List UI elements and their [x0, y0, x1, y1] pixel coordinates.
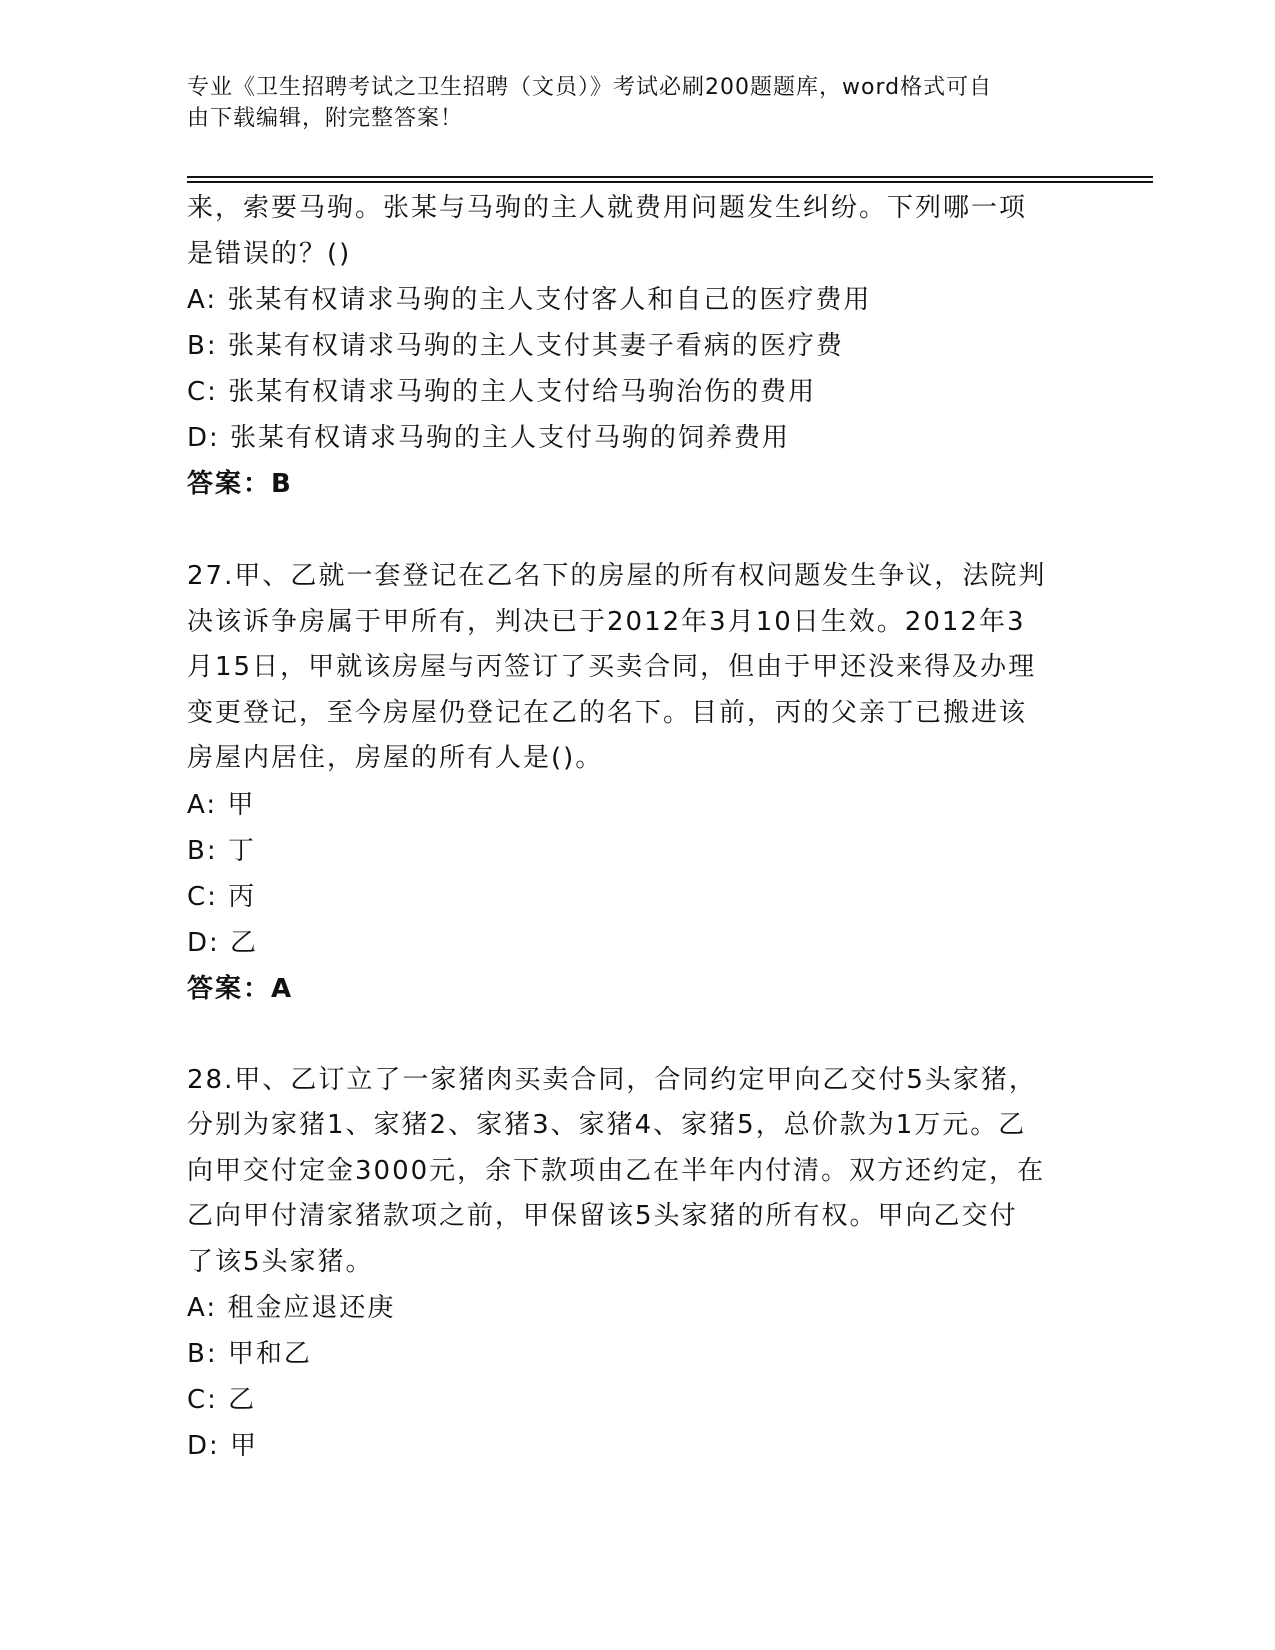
- option-c: C: 张某有权请求马驹的主人支付给马驹治伤的费用: [187, 377, 817, 407]
- option-c: C: 丙: [187, 881, 257, 912]
- header-divider-top: [187, 176, 1153, 178]
- question-content: [187, 186, 1087, 1469]
- question-stem-line: 是错误的？(): [187, 238, 352, 269]
- question-stem-line: 来，索要马驹。张某与马驹的主人就费用问题发生纠纷。下列哪一项: [187, 193, 1028, 223]
- header-line-1: 专业《卫生招聘考试之卫生招聘（文员）》考试必刷200题题库，word格式可自: [187, 75, 993, 100]
- header-divider-bottom: [187, 181, 1153, 183]
- option-d: D: 乙: [187, 927, 259, 958]
- option-b: B: 甲和乙: [187, 1339, 312, 1369]
- question-stem-line: 28.甲、乙订立了一家猪肉买卖合同，合同约定甲向乙交付5头家猪，: [187, 1064, 1037, 1095]
- header-line-2: 由下载编辑，附完整答案！: [187, 106, 464, 131]
- question-stem-line: 房屋内居住，房屋的所有人是()。: [187, 743, 604, 773]
- question-27: [187, 554, 1087, 1012]
- option-b: B: 张某有权请求马驹的主人支付其妻子看病的医疗费: [187, 331, 844, 361]
- option-d: D: 张某有权请求马驹的主人支付马驹的饲养费用: [187, 423, 791, 453]
- question-stem-line: 乙向甲付清家猪款项之前，甲保留该5头家猪的所有权。甲向乙交付: [187, 1201, 1018, 1231]
- question-stem-line: 月15日，甲就该房屋与丙签订了买卖合同，但由于甲还没来得及办理: [187, 652, 1037, 682]
- question-stem-line: 分别为家猪1、家猪2、家猪3、家猪4、家猪5，总价款为1万元。乙: [187, 1110, 1027, 1140]
- option-c: C: 乙: [187, 1385, 257, 1415]
- question-stem-line: 变更登记，至今房屋仍登记在乙的名下。目前，丙的父亲丁已搬进该: [187, 697, 1028, 728]
- option-b: B: 丁: [187, 835, 256, 866]
- question-26: [187, 186, 1087, 507]
- answer-label: 答案：B: [187, 469, 293, 499]
- question-stem-line: 27.甲、乙就一套登记在乙名下的房屋的所有权问题发生争议，法院判: [187, 561, 1047, 591]
- spacer: [187, 1012, 1087, 1058]
- document-header: [187, 72, 1067, 134]
- question-stem-line: 了该5头家猪。: [187, 1246, 374, 1277]
- option-a: A: 甲: [187, 789, 256, 820]
- question-stem-line: 决该诉争房属于甲所有，判决已于2012年3月10日生效。2012年3: [187, 606, 1026, 637]
- answer-label: 答案：A: [187, 973, 294, 1004]
- question-28: [187, 1058, 1087, 1470]
- option-a: A: 张某有权请求马驹的主人支付客人和自己的医疗费用: [187, 285, 872, 315]
- spacer: [187, 507, 1087, 554]
- question-stem-line: 向甲交付定金3000元，余下款项由乙在半年内付清。双方还约定，在: [187, 1155, 1046, 1186]
- option-a: A: 租金应退还庚: [187, 1293, 396, 1323]
- option-d: D: 甲: [187, 1431, 259, 1461]
